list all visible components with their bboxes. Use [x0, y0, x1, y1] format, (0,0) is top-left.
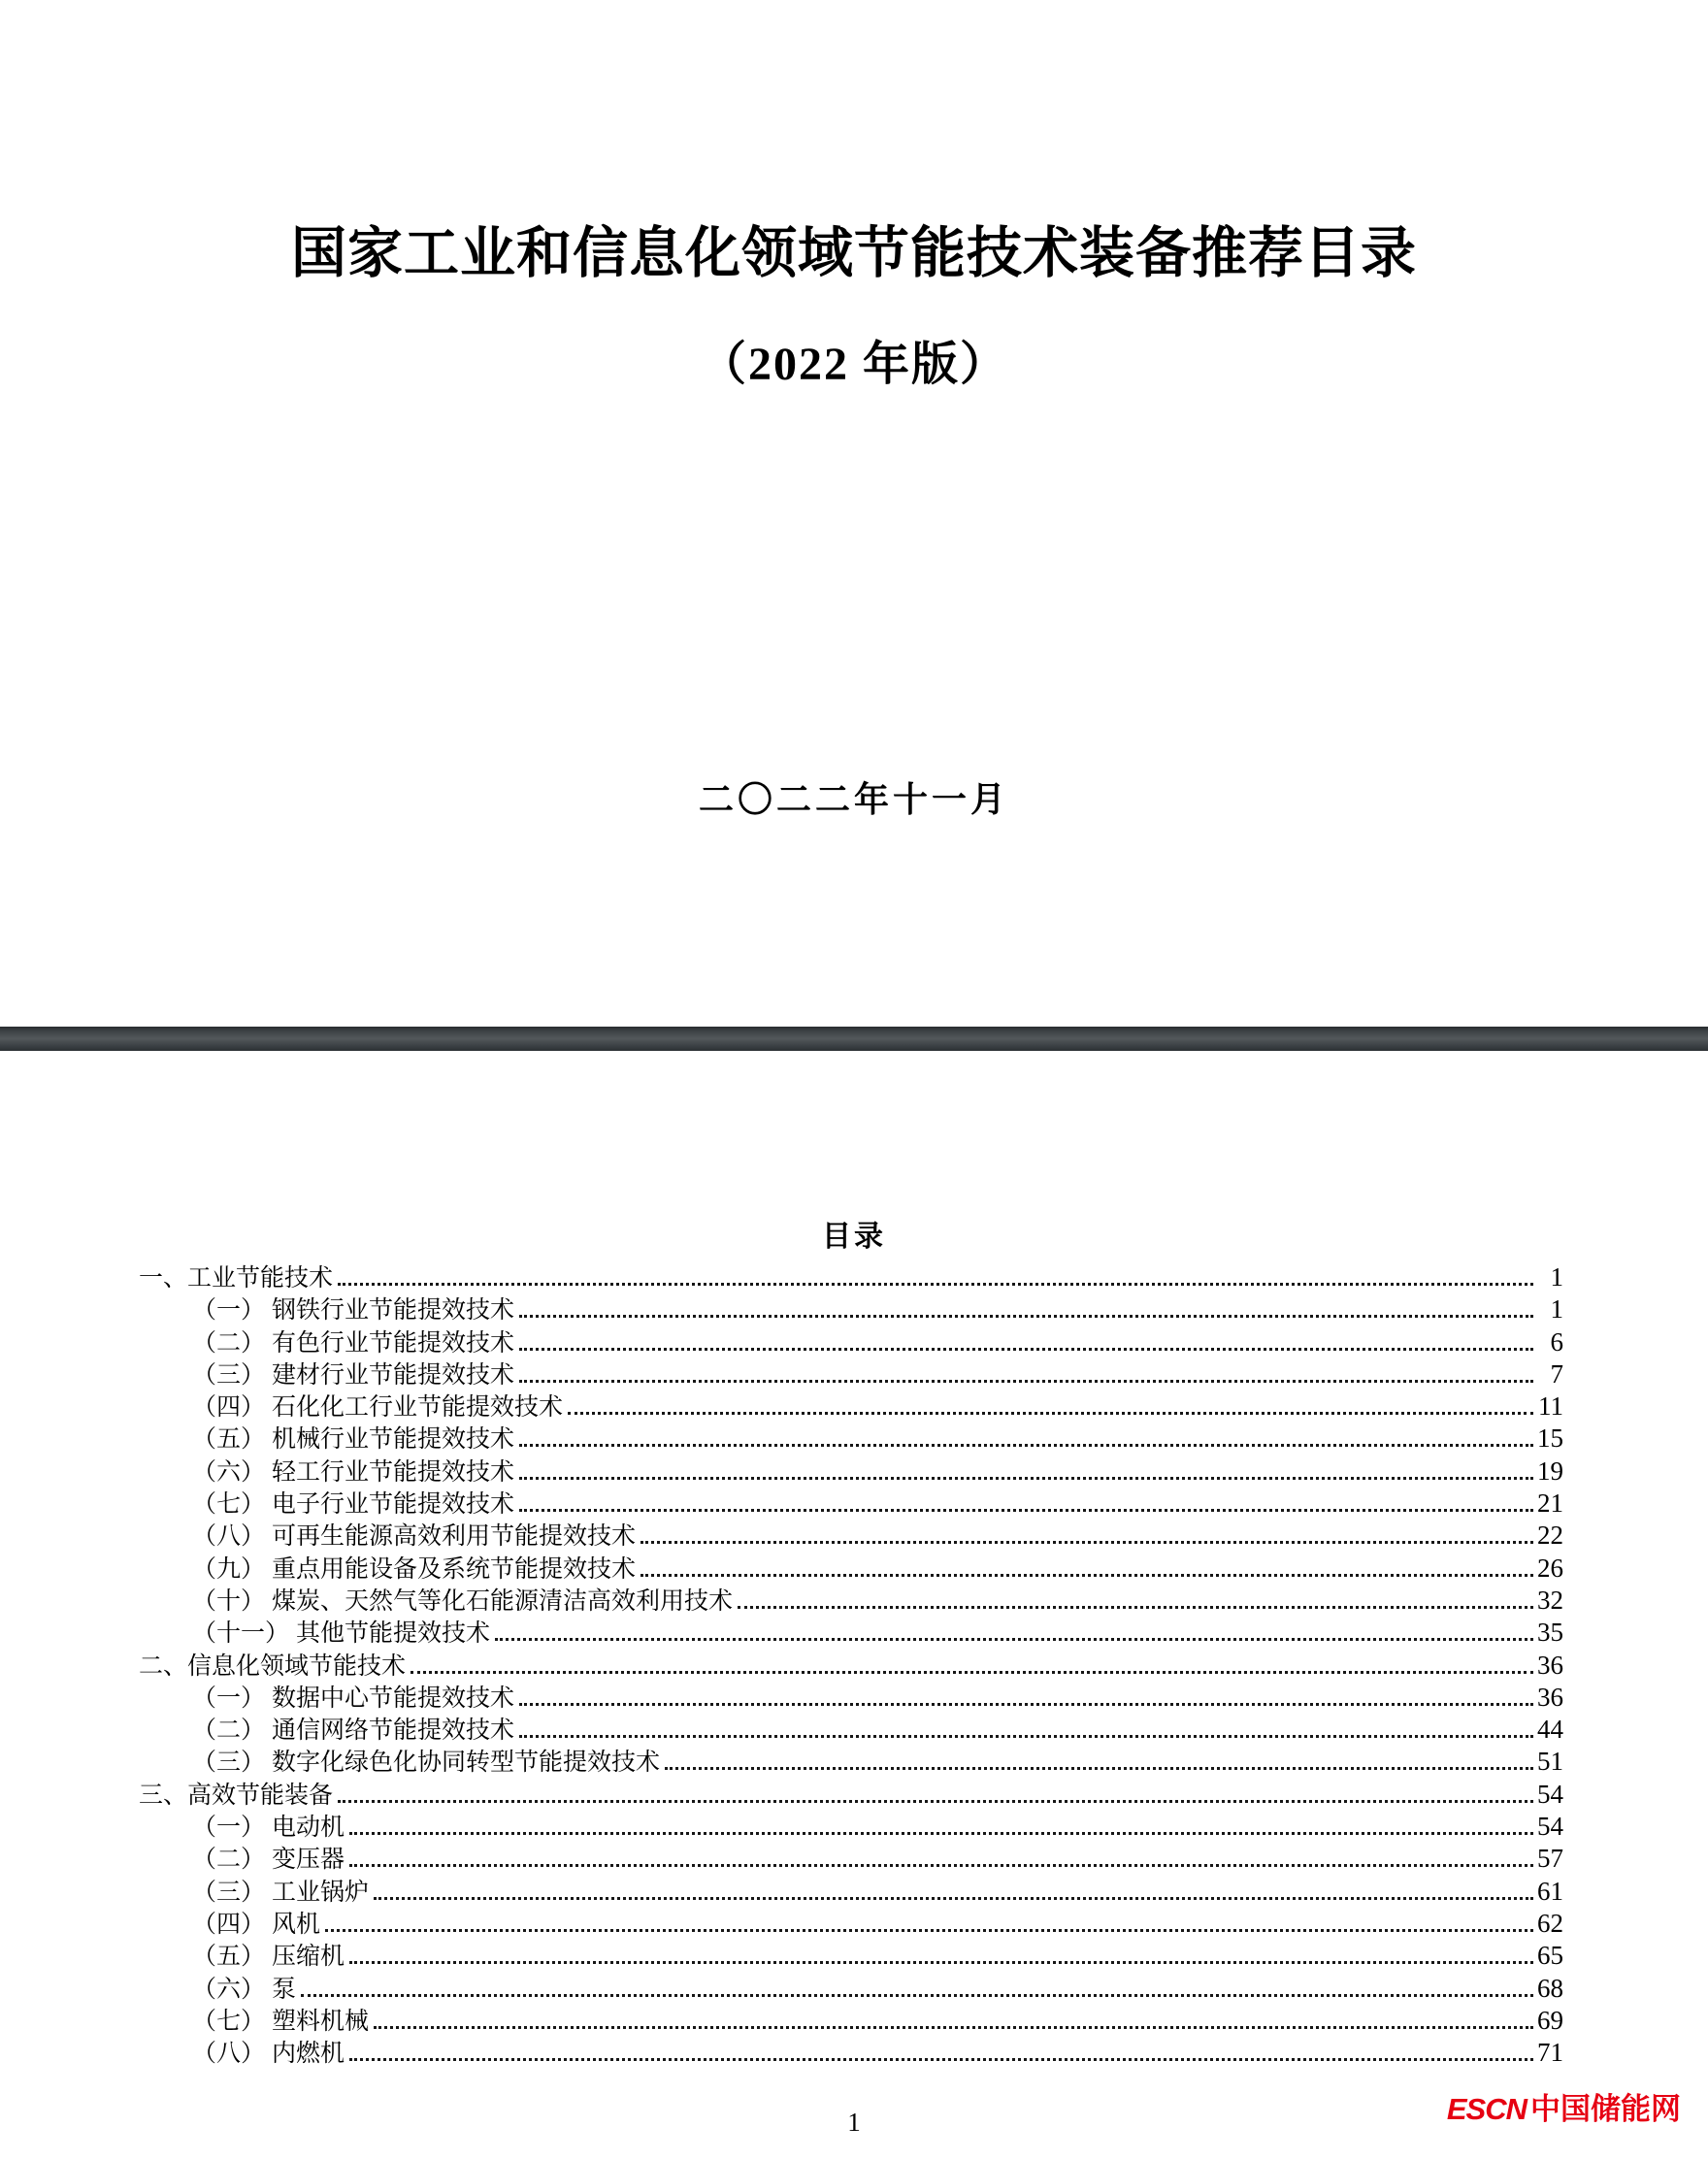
toc-dot-leader [325, 1929, 1533, 1932]
toc-entry-label: （五） 机械行业节能提效技术 [192, 1425, 514, 1454]
toc-entry-page-number: 54 [1537, 1812, 1563, 1842]
document-date: 二〇二二年十一月 [698, 780, 1009, 819]
toc-entry-label: （四） 石化化工行业节能提效技术 [192, 1393, 563, 1422]
toc-entry-page-number: 6 [1550, 1326, 1563, 1357]
toc-entry[interactable] [139, 1811, 1563, 1843]
toc-dot-leader [519, 1509, 1533, 1512]
toc-dot-leader [349, 1864, 1533, 1867]
toc-entry-page-number: 26 [1537, 1553, 1563, 1583]
toc-entry[interactable] [139, 1650, 1563, 1682]
toc-entry-label: （八） 内燃机 [192, 2040, 345, 2068]
toc-entry[interactable] [139, 1488, 1563, 1520]
toc-entry-label: （六） 轻工行业节能提效技术 [192, 1457, 514, 1486]
toc-entry-label: （三） 数字化绿色化协同转型节能提效技术 [192, 1749, 660, 1777]
toc-dot-leader [411, 1671, 1533, 1674]
toc-dot-leader [349, 2058, 1533, 2061]
document-subtitle: （2022 年版） [699, 339, 1008, 390]
toc-entry-page-number: 1 [1550, 1262, 1563, 1292]
toc-entry[interactable] [139, 1423, 1563, 1455]
escn-logo [1447, 2094, 1681, 2125]
toc-dot-leader [349, 1832, 1533, 1835]
toc-dot-leader [519, 1477, 1533, 1480]
toc-entry-page-number: 44 [1537, 1715, 1563, 1745]
toc-entry-page-number: 1 [1550, 1294, 1563, 1325]
toc-entry-page-number: 36 [1537, 1650, 1563, 1680]
toc-entry-page-number: 21 [1537, 1488, 1563, 1519]
toc-entry-label: （一） 钢铁行业节能提效技术 [192, 1296, 514, 1325]
toc-entry-label: （一） 数据中心节能提效技术 [192, 1684, 514, 1712]
toc-entry-label: （七） 电子行业节能提效技术 [192, 1490, 514, 1519]
toc-dot-leader [338, 1800, 1533, 1803]
toc-entry[interactable] [139, 1714, 1563, 1746]
toc-dot-leader [495, 1638, 1533, 1641]
toc-dot-leader [374, 2026, 1533, 2029]
toc-dot-leader [738, 1606, 1533, 1609]
toc-dot-leader [349, 1961, 1533, 1964]
toc-entry-label: （六） 泵 [192, 1975, 296, 2003]
toc-dot-leader [665, 1767, 1533, 1770]
toc-entry-page-number: 62 [1537, 1908, 1563, 1938]
toc-entry-label: （三） 建材行业节能提效技术 [192, 1360, 514, 1389]
toc-entry-page-number: 35 [1537, 1618, 1563, 1648]
toc-entry[interactable] [139, 1940, 1563, 1972]
toc-entry-label: （七） 塑料机械 [192, 2007, 369, 2035]
toc-entry[interactable] [139, 2005, 1563, 2037]
toc-entry-page-number: 11 [1538, 1391, 1563, 1422]
toc-entry-page-number: 32 [1537, 1585, 1563, 1615]
toc-entry-label: （十一） 其他节能提效技术 [192, 1619, 490, 1648]
toc-entry[interactable] [139, 1358, 1563, 1390]
toc-entry-label: 二、信息化领域节能技术 [139, 1652, 407, 1680]
toc-dot-leader [519, 1703, 1533, 1706]
toc-entry-page-number: 51 [1537, 1747, 1563, 1777]
toc-dot-leader [640, 1574, 1533, 1577]
toc-entry-page-number: 68 [1537, 1973, 1563, 2003]
toc-entry-label: （三） 工业锅炉 [192, 1878, 369, 1906]
toc-entry-label: （一） 电动机 [192, 1814, 345, 1842]
toc-entry-page-number: 36 [1537, 1682, 1563, 1712]
toc-entry-label: （五） 压缩机 [192, 1943, 345, 1971]
toc-entry[interactable] [139, 1390, 1563, 1423]
toc-entry[interactable] [139, 1456, 1563, 1488]
toc-entry[interactable] [139, 1973, 1563, 2005]
toc-entry[interactable] [139, 1261, 1563, 1293]
toc-entry[interactable] [139, 1779, 1563, 1811]
toc-entry-page-number: 22 [1537, 1521, 1563, 1551]
toc-entry-label: （四） 风机 [192, 1910, 320, 1938]
toc-dot-leader [519, 1735, 1533, 1738]
toc-dot-leader [568, 1412, 1533, 1415]
toc-dot-leader [519, 1348, 1533, 1351]
toc-entry[interactable] [139, 1682, 1563, 1714]
toc-entry-label: 三、高效节能装备 [139, 1781, 334, 1809]
toc-dot-leader [640, 1541, 1533, 1544]
toc-entry[interactable] [139, 1617, 1563, 1649]
toc-entry[interactable] [139, 1520, 1563, 1552]
toc-entry[interactable] [139, 2037, 1563, 2069]
toc-dot-leader [338, 1283, 1533, 1286]
toc-entry-page-number: 15 [1537, 1423, 1563, 1454]
toc-entry-label: （二） 有色行业节能提效技术 [192, 1328, 514, 1357]
escn-logo-zh-text: 中国储能网 [1530, 2092, 1681, 2126]
toc-dot-leader [519, 1444, 1533, 1447]
toc-entry[interactable] [139, 1326, 1563, 1358]
toc-heading: 目录 [822, 1221, 886, 1253]
toc-entry-label: （八） 可再生能源高效利用节能提效技术 [192, 1522, 636, 1551]
toc-entry-label: （二） 变压器 [192, 1846, 345, 1874]
toc-entry-page-number: 61 [1537, 1876, 1563, 1906]
toc-entry[interactable] [139, 1843, 1563, 1875]
toc-entry-label: （九） 重点用能设备及系统节能提效技术 [192, 1554, 636, 1583]
toc-list [139, 1261, 1563, 2069]
toc-entry[interactable] [139, 1585, 1563, 1617]
toc-entry-page-number: 69 [1537, 2005, 1563, 2035]
toc-entry[interactable] [139, 1876, 1563, 1908]
toc-entry-page-number: 19 [1537, 1456, 1563, 1486]
toc-dot-leader [519, 1315, 1533, 1318]
toc-entry-label: （二） 通信网络节能提效技术 [192, 1717, 514, 1745]
page-separator-bar [0, 1027, 1708, 1051]
toc-entry[interactable] [139, 1553, 1563, 1585]
toc-entry-label: （十） 煤炭、天然气等化石能源清洁高效利用技术 [192, 1587, 733, 1615]
footer-page-number: 1 [847, 2108, 861, 2137]
toc-entry-page-number: 57 [1537, 1844, 1563, 1874]
toc-dot-leader [301, 1994, 1533, 1997]
toc-entry-page-number: 71 [1537, 2038, 1563, 2068]
toc-entry[interactable] [139, 1293, 1563, 1325]
toc-entry-label: 一、工业节能技术 [139, 1264, 334, 1292]
toc-dot-leader [374, 1897, 1533, 1900]
toc-entry-page-number: 65 [1537, 1941, 1563, 1971]
toc-entry[interactable] [139, 1746, 1563, 1778]
escn-logo-en-text: ESCN [1446, 2092, 1527, 2126]
toc-entry-page-number: 54 [1537, 1779, 1563, 1809]
toc-dot-leader [519, 1380, 1533, 1383]
toc-entry[interactable] [139, 1908, 1563, 1940]
document-title: 国家工业和信息化领域节能技术装备推荐目录 [291, 223, 1417, 284]
toc-entry-page-number: 7 [1550, 1358, 1563, 1389]
